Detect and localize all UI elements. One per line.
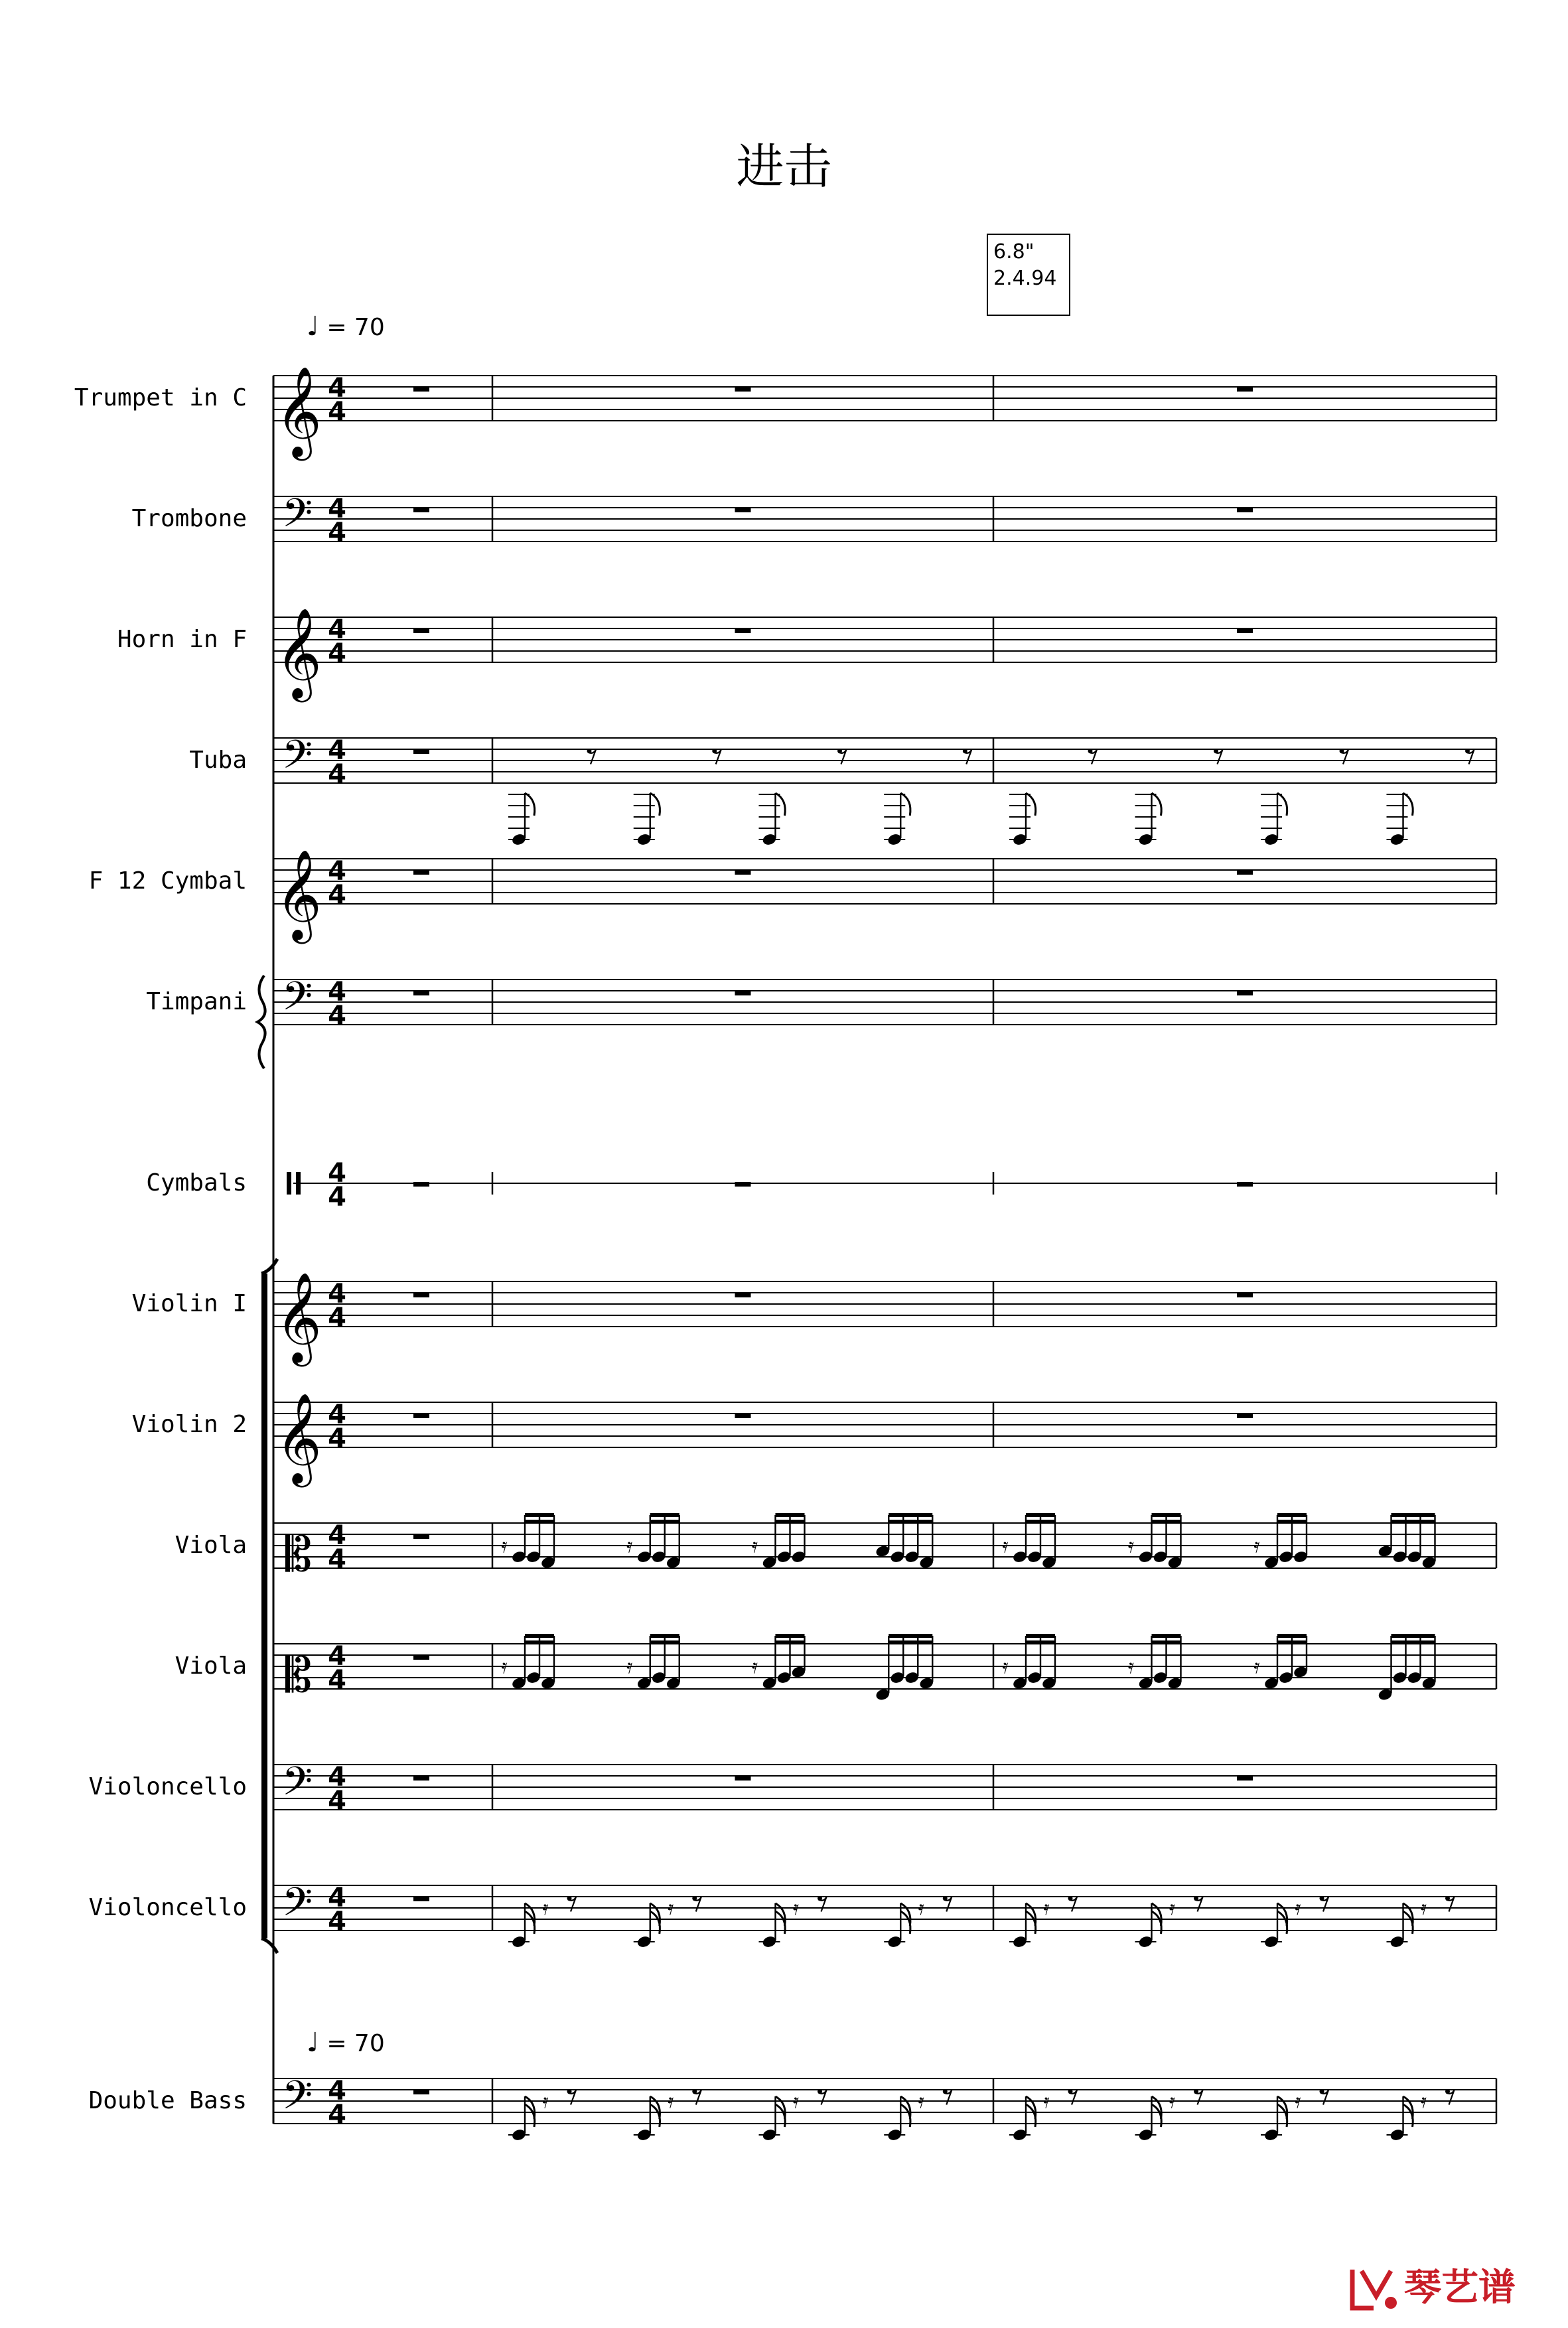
- time-signature-denominator: 4: [328, 1001, 346, 1031]
- measure-rest: [735, 1414, 751, 1418]
- tempo-text-bottom: = 70: [326, 2030, 385, 2057]
- sixteenth-rest: 𝄿: [501, 1655, 508, 1679]
- sixteenth-rest: 𝄿: [792, 1897, 800, 1921]
- measure-rest: [1237, 387, 1253, 392]
- string-section-bracket: [261, 1273, 267, 1938]
- sixteenth-rest: 𝄿: [1043, 2090, 1050, 2114]
- sixteenth-rest: 𝄿: [501, 1534, 508, 1558]
- bass-clef-icon: 𝄢: [281, 2072, 313, 2128]
- time-signature-denominator: 4: [328, 1544, 346, 1575]
- time-signature-numerator: 4: [328, 615, 346, 645]
- time-signature-numerator: 4: [328, 494, 346, 524]
- measure-rest: [1237, 1776, 1253, 1781]
- note-flag: [1277, 793, 1287, 816]
- instrument-label: Viola: [175, 1532, 247, 1559]
- note-flag: [1026, 793, 1036, 816]
- measure-rest: [413, 749, 429, 754]
- sixteenth-rest: 𝄿: [1253, 1534, 1260, 1558]
- time-signature-denominator: 4: [328, 1907, 346, 1937]
- treble-clef-icon: 𝄞: [275, 1271, 322, 1362]
- staff-4: [273, 859, 1496, 904]
- bass-clef-icon: 𝄢: [281, 731, 313, 787]
- sixteenth-rest: 𝄿: [751, 1655, 758, 1679]
- note-flag: [900, 793, 910, 816]
- time-signature-denominator: 4: [328, 2100, 346, 2130]
- instrument-label: Horn in F: [117, 626, 247, 653]
- music-note-logo-icon: [1347, 2263, 1400, 2316]
- staff-0: [273, 376, 1496, 421]
- measure-rest: [413, 1534, 429, 1539]
- instrument-label: Viola: [175, 1652, 247, 1680]
- time-signature-denominator: 4: [328, 1423, 346, 1454]
- sixteenth-rest: 𝄿: [1420, 2090, 1427, 2114]
- measure-rest: [413, 1293, 429, 1297]
- note-flag: [650, 793, 660, 816]
- time-signature-denominator: 4: [328, 1182, 346, 1212]
- rehearsal-mark-line2: 2.4.94: [993, 267, 1057, 290]
- bass-clef-icon: 𝄢: [281, 1879, 313, 1934]
- staff-1: [273, 496, 1496, 542]
- sixteenth-rest: 𝄿: [626, 1655, 633, 1679]
- sixteenth-rest: 𝄿: [1002, 1534, 1009, 1558]
- staff-5: [273, 980, 1496, 1025]
- sixteenth-rest: 𝄿: [1420, 1897, 1427, 1921]
- note-flag: [776, 793, 786, 816]
- instrument-label: Timpani: [146, 988, 247, 1015]
- time-signature-numerator: 4: [328, 1883, 346, 1913]
- instrument-label: Violin 2: [131, 1411, 247, 1438]
- time-signature-denominator: 4: [328, 1303, 346, 1333]
- alto-clef-icon: 𝄡: [285, 1647, 313, 1703]
- sixteenth-rest: 𝄿: [918, 2090, 924, 2114]
- measure-rest: [413, 1182, 429, 1187]
- alto-clef-icon: 𝄡: [285, 1526, 313, 1582]
- sixteenth-rest: 𝄿: [1295, 2090, 1301, 2114]
- treble-clef-icon: 𝄞: [275, 1392, 322, 1483]
- sixteenth-rest: 𝄿: [751, 1534, 758, 1558]
- note-flag: [1403, 793, 1413, 816]
- measure-rest: [1237, 628, 1253, 633]
- measure-rest: [413, 628, 429, 633]
- instrument-label: Cymbals: [146, 1169, 247, 1197]
- rehearsal-mark-line1: 6.8": [993, 240, 1034, 263]
- instrument-label: Double Bass: [88, 2087, 247, 2114]
- time-signature-numerator: 4: [328, 1158, 346, 1189]
- measure-rest: [735, 1293, 751, 1297]
- staff-12: [273, 1885, 1496, 1930]
- sixteenth-rest: 𝄿: [668, 2090, 674, 2114]
- time-signature-numerator: 4: [328, 856, 346, 887]
- measure-rest: [735, 1776, 751, 1781]
- sixteenth-rest: 𝄿: [1002, 1655, 1009, 1679]
- time-signature-denominator: 4: [328, 397, 346, 427]
- measure-rest: [1237, 1293, 1253, 1297]
- measure-rest: [1237, 870, 1253, 875]
- staff-13: [273, 2078, 1496, 2124]
- note-flag: [525, 793, 535, 816]
- measure-rest: [413, 508, 429, 512]
- measure-rest: [1237, 508, 1253, 512]
- sixteenth-rest: 𝄿: [792, 2090, 800, 2114]
- note-flag: [1152, 793, 1162, 816]
- percussion-clef-icon: [296, 1172, 301, 1195]
- time-signature-denominator: 4: [328, 518, 346, 548]
- instrument-label: Violin I: [131, 1290, 247, 1317]
- time-signature-numerator: 4: [328, 1762, 346, 1792]
- instrument-label: Trombone: [131, 505, 247, 532]
- staff-3: [273, 738, 1496, 783]
- instrument-label: Trumpet in C: [74, 384, 247, 411]
- instrument-label: Violoncello: [88, 1773, 247, 1800]
- measure-rest: [413, 387, 429, 392]
- staff-6: [287, 1172, 1496, 1195]
- measure-rest: [413, 1776, 429, 1781]
- measure-rest: [735, 508, 751, 512]
- treble-clef-icon: 𝄞: [275, 848, 322, 940]
- instrument-label: Violoncello: [88, 1894, 247, 1921]
- time-signature-numerator: 4: [328, 373, 346, 403]
- time-signature-numerator: 4: [328, 735, 346, 766]
- treble-clef-icon: 𝄞: [275, 365, 322, 457]
- tempo-text-top: = 70: [326, 314, 385, 341]
- time-signature-denominator: 4: [328, 1786, 346, 1816]
- sixteenth-rest: 𝄿: [668, 1897, 674, 1921]
- sixteenth-rest: 𝄿: [542, 1897, 549, 1921]
- measure-rest: [735, 870, 751, 875]
- time-signature-numerator: 4: [328, 1400, 346, 1430]
- sixteenth-rest: 𝄿: [1253, 1655, 1260, 1679]
- staff-7: [273, 1281, 1496, 1327]
- time-signature-denominator: 4: [328, 759, 346, 790]
- sixteenth-rest: 𝄿: [1127, 1534, 1135, 1558]
- measure-rest: [735, 991, 751, 995]
- sixteenth-rest: 𝄿: [542, 2090, 549, 2114]
- time-signature-numerator: 4: [328, 977, 346, 1007]
- time-signature-numerator: 4: [328, 2076, 346, 2106]
- time-signature-denominator: 4: [328, 880, 346, 910]
- quarter-note-icon: ♩: [307, 311, 319, 342]
- quarter-note-icon: ♩: [307, 2027, 319, 2058]
- bracket-hook-bottom: [261, 1938, 277, 1953]
- staff-8: [273, 1402, 1496, 1447]
- watermark: [1347, 2263, 1516, 2316]
- watermark-text: 琴艺谱: [1404, 2266, 1516, 2309]
- time-signature-denominator: 4: [328, 638, 346, 669]
- score-title: 进击: [736, 139, 832, 194]
- measure-rest: [413, 1655, 429, 1660]
- instrument-label: F 12 Cymbal: [88, 867, 247, 895]
- time-signature-numerator: 4: [328, 1641, 346, 1672]
- timpani-brace-icon: [257, 976, 265, 1068]
- staff-2: [273, 617, 1496, 662]
- measure-rest: [413, 2090, 429, 2094]
- measure-rest: [735, 387, 751, 392]
- measure-rest: [413, 1897, 429, 1901]
- sixteenth-rest: 𝄿: [1127, 1655, 1135, 1679]
- percussion-clef-icon: [287, 1172, 291, 1195]
- staff-11: [273, 1765, 1496, 1810]
- sixteenth-rest: 𝄿: [1043, 1897, 1050, 1921]
- sixteenth-rest: 𝄿: [1169, 1897, 1176, 1921]
- sixteenth-rest: 𝄿: [626, 1534, 633, 1558]
- measure-rest: [413, 991, 429, 995]
- staff-9: [273, 1523, 1496, 1568]
- time-signature-numerator: 4: [328, 1520, 346, 1551]
- bass-clef-icon: 𝄢: [281, 1758, 313, 1814]
- measure-rest: [1237, 1414, 1253, 1418]
- sixteenth-rest: 𝄿: [1295, 1897, 1301, 1921]
- instrument-label: Tuba: [189, 747, 247, 774]
- time-signature-denominator: 4: [328, 1665, 346, 1696]
- measure-rest: [1237, 1182, 1253, 1187]
- sixteenth-rest: 𝄿: [1169, 2090, 1176, 2114]
- bass-clef-icon: 𝄢: [281, 490, 313, 546]
- bass-clef-icon: 𝄢: [281, 973, 313, 1029]
- staff-10: [273, 1644, 1496, 1689]
- treble-clef-icon: 𝄞: [275, 607, 322, 698]
- measure-rest: [735, 628, 751, 633]
- measure-rest: [413, 870, 429, 875]
- measure-rest: [1237, 991, 1253, 995]
- sixteenth-rest: 𝄿: [918, 1897, 924, 1921]
- measure-rest: [735, 1182, 751, 1187]
- measure-rest: [413, 1414, 429, 1418]
- time-signature-numerator: 4: [328, 1279, 346, 1309]
